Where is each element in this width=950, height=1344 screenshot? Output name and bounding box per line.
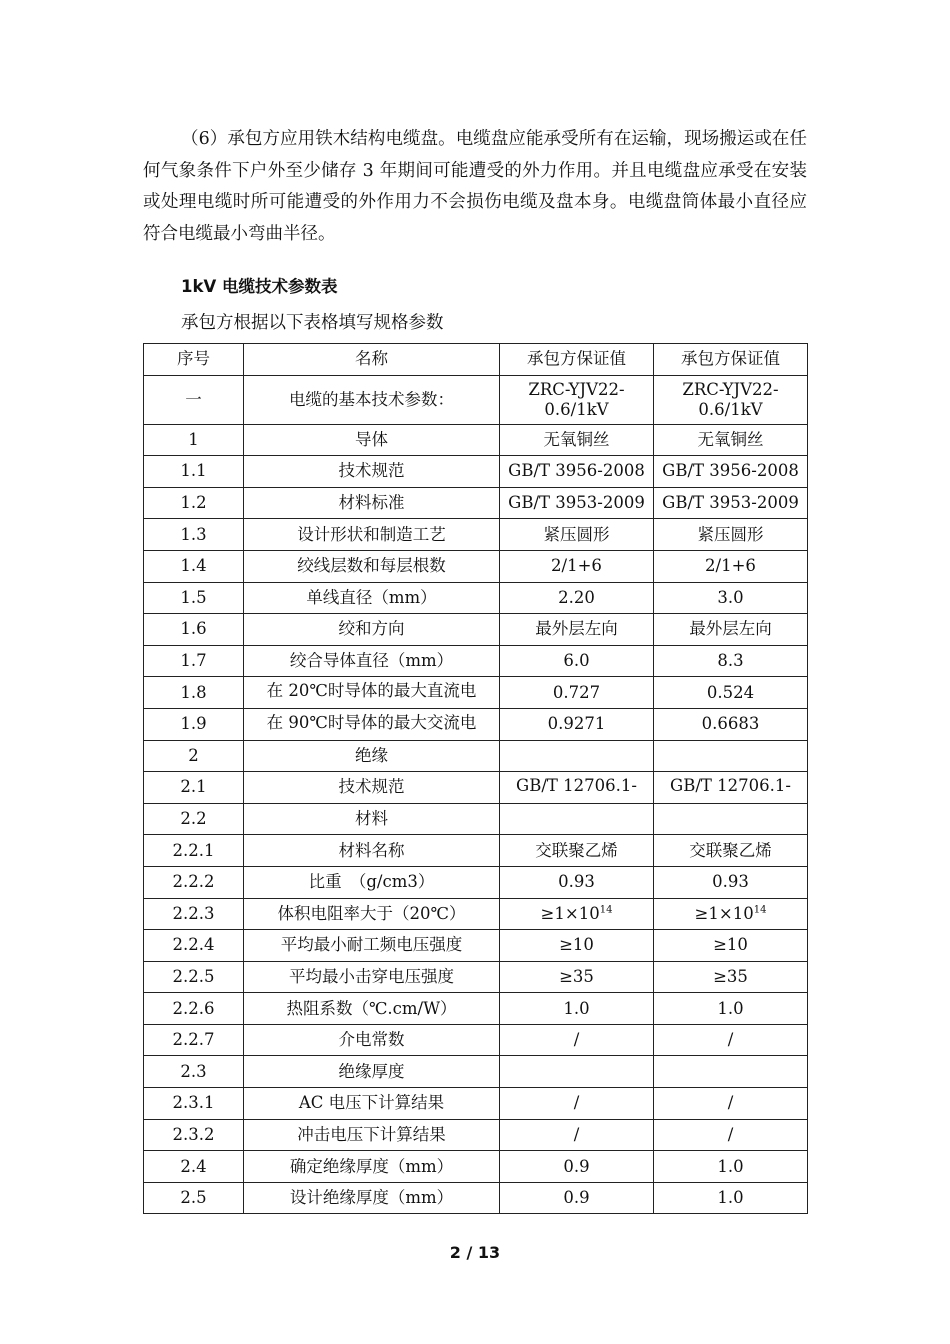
- table-cell: ZRC-YJV22-0.6/1kV: [500, 375, 654, 424]
- header-cell: 名称: [244, 344, 500, 376]
- table-cell: 2/1+6: [654, 550, 808, 582]
- table-row: [144, 487, 808, 519]
- table-cell: 一: [144, 375, 244, 424]
- table-cell: 设计形状和制造工艺: [244, 519, 500, 551]
- table-cell: 技术规范: [244, 456, 500, 488]
- table-header-row: [144, 344, 808, 376]
- table-cell: 0.6683: [654, 708, 808, 740]
- table-row: [144, 677, 808, 709]
- table-cell: 最外层左向: [500, 614, 654, 646]
- table-cell: ≥35: [500, 961, 654, 993]
- table-cell: 冲击电压下计算结果: [244, 1119, 500, 1151]
- table-cell: 2.2.1: [144, 835, 244, 867]
- table-cell: GB/T 3956-2008: [500, 456, 654, 488]
- table-cell: 1.5: [144, 582, 244, 614]
- table-cell: AC 电压下计算结果: [244, 1088, 500, 1120]
- header-cell: 承包方保证值: [500, 344, 654, 376]
- table-cell: 1.2: [144, 487, 244, 519]
- table-cell: 2.5: [144, 1182, 244, 1214]
- table-cell: 1.3: [144, 519, 244, 551]
- table-cell: 2.1: [144, 772, 244, 804]
- table-cell: 材料名称: [244, 835, 500, 867]
- table-row: [144, 519, 808, 551]
- table-cell: /: [654, 1088, 808, 1120]
- table-row: [144, 375, 808, 424]
- table-cell: 绝缘厚度: [244, 1056, 500, 1088]
- table-note: 承包方根据以下表格填写规格参数: [181, 313, 444, 333]
- table-cell: 绞和方向: [244, 614, 500, 646]
- table-row: [144, 645, 808, 677]
- spec-table: [143, 343, 808, 1214]
- table-cell: 交联聚乙烯: [500, 835, 654, 867]
- table-cell: $\ge 1\times 10^{14}$: [654, 898, 808, 930]
- table-cell: 材料: [244, 803, 500, 835]
- table-row: [144, 740, 808, 772]
- table-row: [144, 456, 808, 488]
- table-cell: 2.2.6: [144, 993, 244, 1025]
- table-cell: 2.2.4: [144, 930, 244, 962]
- table-cell: 单线直径（mm）: [244, 582, 500, 614]
- table-cell: ZRC-YJV22-0.6/1kV: [654, 375, 808, 424]
- table-row: [144, 866, 808, 898]
- table-cell: 材料标准: [244, 487, 500, 519]
- table-row: [144, 961, 808, 993]
- table-row: [144, 803, 808, 835]
- table-cell: 紧压圆形: [500, 519, 654, 551]
- table-cell: 2.2.3: [144, 898, 244, 930]
- header-cell: 承包方保证值: [654, 344, 808, 376]
- table-row: [144, 708, 808, 740]
- table-cell: 2.2.5: [144, 961, 244, 993]
- table-cell: 绞线层数和每层根数: [244, 550, 500, 582]
- table-cell: /: [500, 1024, 654, 1056]
- table-cell: 0.727: [500, 677, 654, 709]
- table-cell: ≥10: [654, 930, 808, 962]
- table-row: [144, 1024, 808, 1056]
- table-cell: 最外层左向: [654, 614, 808, 646]
- table-cell: [500, 1056, 654, 1088]
- table-row: [144, 772, 808, 804]
- table-cell: 2.3.2: [144, 1119, 244, 1151]
- table-cell: GB/T 3953-2009: [654, 487, 808, 519]
- table-row: [144, 1151, 808, 1183]
- table-row: [144, 1182, 808, 1214]
- exponent: 14: [599, 904, 613, 916]
- table-cell: 比重 （g/cm3）: [244, 866, 500, 898]
- table-row: [144, 1056, 808, 1088]
- table-cell: ≥10: [500, 930, 654, 962]
- table-cell: [654, 1056, 808, 1088]
- table-cell: 2.2.7: [144, 1024, 244, 1056]
- table-cell: 2.2: [144, 803, 244, 835]
- table-cell: 1.4: [144, 550, 244, 582]
- table-cell: GB/T 3953-2009: [500, 487, 654, 519]
- table-cell: 绞合导体直径（mm）: [244, 645, 500, 677]
- table-row: [144, 898, 808, 930]
- table-cell: 介电常数: [244, 1024, 500, 1056]
- table-cell: 体积电阻率大于（20℃）: [244, 898, 500, 930]
- table-row: [144, 1119, 808, 1151]
- table-row: [144, 835, 808, 867]
- table-cell: 2.3.1: [144, 1088, 244, 1120]
- table-cell: 交联聚乙烯: [654, 835, 808, 867]
- table-cell: GB/T 3956-2008: [654, 456, 808, 488]
- exponent: 14: [753, 904, 767, 916]
- table-cell: 2.4: [144, 1151, 244, 1183]
- table-cell: 1.0: [500, 993, 654, 1025]
- table-cell: 1.7: [144, 645, 244, 677]
- table-cell: 导体: [244, 424, 500, 456]
- page-number: 2 / 13: [449, 1243, 501, 1262]
- table-cell: 0.93: [500, 866, 654, 898]
- table-cell: ≥35: [654, 961, 808, 993]
- table-cell: 在 20℃时导体的最大直流电: [244, 677, 500, 709]
- table-row: [144, 930, 808, 962]
- table-cell: 2.2.2: [144, 866, 244, 898]
- table-row: [144, 582, 808, 614]
- table-cell: 电缆的基本技术参数：: [244, 375, 500, 424]
- table-cell: 2.20: [500, 582, 654, 614]
- table-cell: 2.3: [144, 1056, 244, 1088]
- table-cell: /: [654, 1024, 808, 1056]
- table-row: [144, 550, 808, 582]
- table-cell: GB/T 12706.1-: [500, 772, 654, 804]
- table-cell: 0.9271: [500, 708, 654, 740]
- table-cell: 1.0: [654, 1182, 808, 1214]
- table-cell: 6.0: [500, 645, 654, 677]
- table-cell: /: [500, 1119, 654, 1151]
- table-cell: 1.0: [654, 1151, 808, 1183]
- table-cell: 1.0: [654, 993, 808, 1025]
- table-cell: 0.93: [654, 866, 808, 898]
- table-cell: 在 90℃时导体的最大交流电: [244, 708, 500, 740]
- table-row: [144, 424, 808, 456]
- table-cell: 1: [144, 424, 244, 456]
- table-cell: 技术规范: [244, 772, 500, 804]
- table-cell: 无氧铜丝: [500, 424, 654, 456]
- table-cell: 绝缘: [244, 740, 500, 772]
- table-cell: 0.9: [500, 1151, 654, 1183]
- table-cell: [500, 740, 654, 772]
- table-cell: 0.524: [654, 677, 808, 709]
- table-cell: 平均最小耐工频电压强度: [244, 930, 500, 962]
- table-cell: 1.1: [144, 456, 244, 488]
- table-cell: 紧压圆形: [654, 519, 808, 551]
- table-cell: 设计绝缘厚度（mm）: [244, 1182, 500, 1214]
- table-cell: 2: [144, 740, 244, 772]
- table-cell: [500, 803, 654, 835]
- table-row: [144, 1088, 808, 1120]
- table-row: [144, 614, 808, 646]
- table-cell: GB/T 12706.1-: [654, 772, 808, 804]
- table-row: [144, 993, 808, 1025]
- table-title: 1kV 电缆技术参数表: [181, 277, 338, 296]
- table-cell: [654, 803, 808, 835]
- table-cell: 平均最小击穿电压强度: [244, 961, 500, 993]
- header-cell: 序号: [144, 344, 244, 376]
- table-cell: 1.9: [144, 708, 244, 740]
- body-paragraph: （6）承包方应用铁木结构电缆盘。电缆盘应能承受所有在运输，现场搬运或在任何气象条件下户外至少储存 3 年期间可能遭受的外力作用。并且电缆盘应承受在安装或处理电缆时所可能遭受的外作用力不会损伤电缆及盘本身。电缆盘筒体最小直径应符合电缆最小弯曲半径。: [143, 129, 807, 244]
- table-cell: /: [654, 1119, 808, 1151]
- table-cell: 2/1+6: [500, 550, 654, 582]
- table-cell: 3.0: [654, 582, 808, 614]
- table-cell: 0.9: [500, 1182, 654, 1214]
- table-cell: 确定绝缘厚度（mm）: [244, 1151, 500, 1183]
- table-cell: 无氧铜丝: [654, 424, 808, 456]
- table-cell: 1.8: [144, 677, 244, 709]
- table-cell: 热阻系数（℃.cm/W）: [244, 993, 500, 1025]
- spec-table-body: [144, 344, 808, 1214]
- table-cell: /: [500, 1088, 654, 1120]
- table-cell: [654, 740, 808, 772]
- table-cell: $\ge 1\times 10^{14}$: [500, 898, 654, 930]
- table-cell: 1.6: [144, 614, 244, 646]
- table-cell: 8.3: [654, 645, 808, 677]
